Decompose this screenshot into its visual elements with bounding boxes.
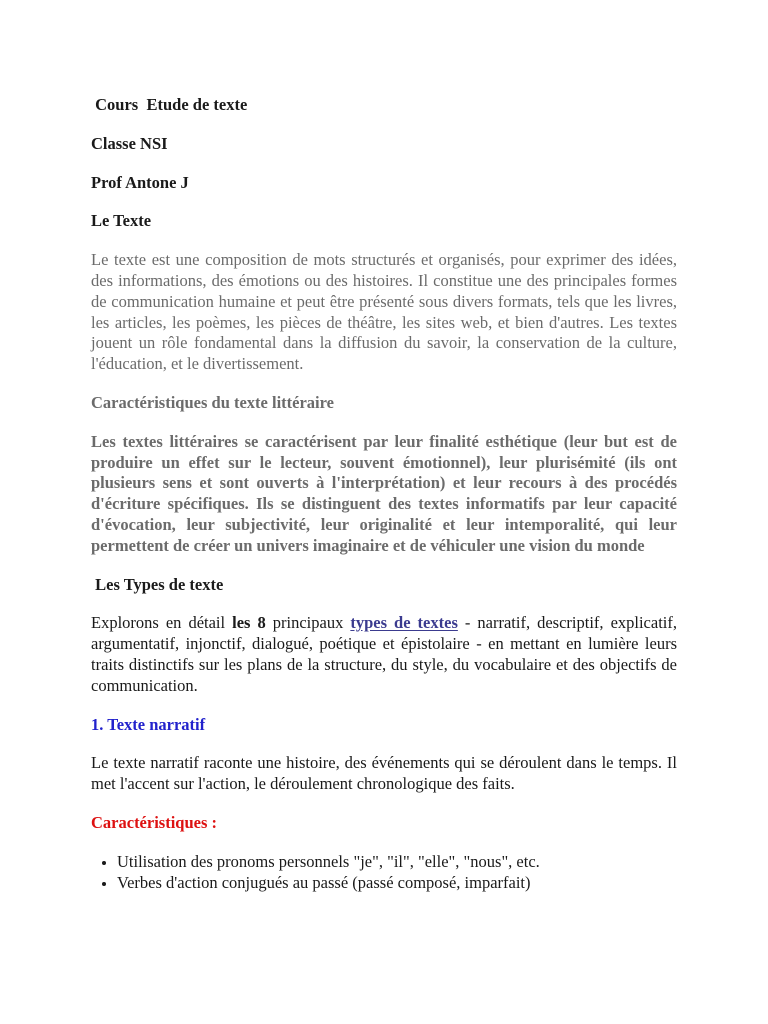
course-title: Cours Etude de texte — [91, 95, 248, 114]
paragraph-litteraire: Les textes littéraires se caractérisent par leur finalité esthétique (leur but est de produire un effet sur le lecteur, souvent émotionnel), leur plurisémité (ils ont plusieurs sens et sont ouverts à l'interprétation) et leur recours à des procédés d'écriture spécifiques. Ils se distinguent des textes informatifs par leur capacité d'évocation, leur subjectivité, leur originalité et leur intemporalité, qui leur permettent de créer un univers imaginaire et de véhiculer une vision du monde — [91, 431, 677, 555]
types-intro-middle: principaux — [265, 613, 351, 633]
types-intro-after: - narratif, descriptif, explicatif, argumentatif, injonctif, dialogué, poétique et épistolaire - en mettant en lumière leurs traits distinctifs sur les plans de la structure, du style, du vocabulaire et des objectifs de communication. — [91, 613, 677, 695]
list-item: Utilisation des pronoms personnels "je", "il", "elle", "nous", etc. — [111, 852, 677, 873]
features-title: Caractéristiques : — [91, 812, 218, 832]
features-list — [91, 852, 677, 894]
types-de-textes-link[interactable]: types de textes — [350, 613, 458, 633]
types-intro-before: Explorons en détail — [91, 613, 233, 633]
class-name: Classe NSI — [91, 133, 168, 153]
section-title-texte: Le Texte — [91, 211, 152, 231]
list-item: Verbes d'action conjugués au passé (passé composé, imparfait) — [111, 873, 677, 894]
section-title-litteraire: Caractéristiques du texte littéraire — [91, 392, 334, 412]
prof-name: Prof Antone J — [91, 172, 189, 192]
section-title-types: Les Types de texte — [91, 574, 224, 594]
paragraph-narratif: Le texte narratif raconte une histoire, des événements qui se déroulent dans le temps. Il met l'accent sur l'action, le déroulement chronologique des faits. — [91, 753, 677, 794]
document-content — [91, 95, 677, 893]
section-title-narratif: 1. Texte narratif — [91, 714, 206, 734]
types-intro-bold: les 8 — [232, 613, 266, 633]
paragraph-types — [91, 613, 677, 696]
paragraph-texte: Le texte est une composition de mots structurés et organisés, pour exprimer des idées, des informations, des émotions ou des histoires. Il constitue une des principales formes de communication humaine et peut être présenté sous divers formats, tels que les livres, les articles, les poèmes, les pièces de théâtre, les sites web, et bien d'autres. Les textes jouent un rôle fondamental dans la diffusion du savoir, la conservation de la culture, l'éducation, et le divertissement. — [91, 250, 677, 374]
